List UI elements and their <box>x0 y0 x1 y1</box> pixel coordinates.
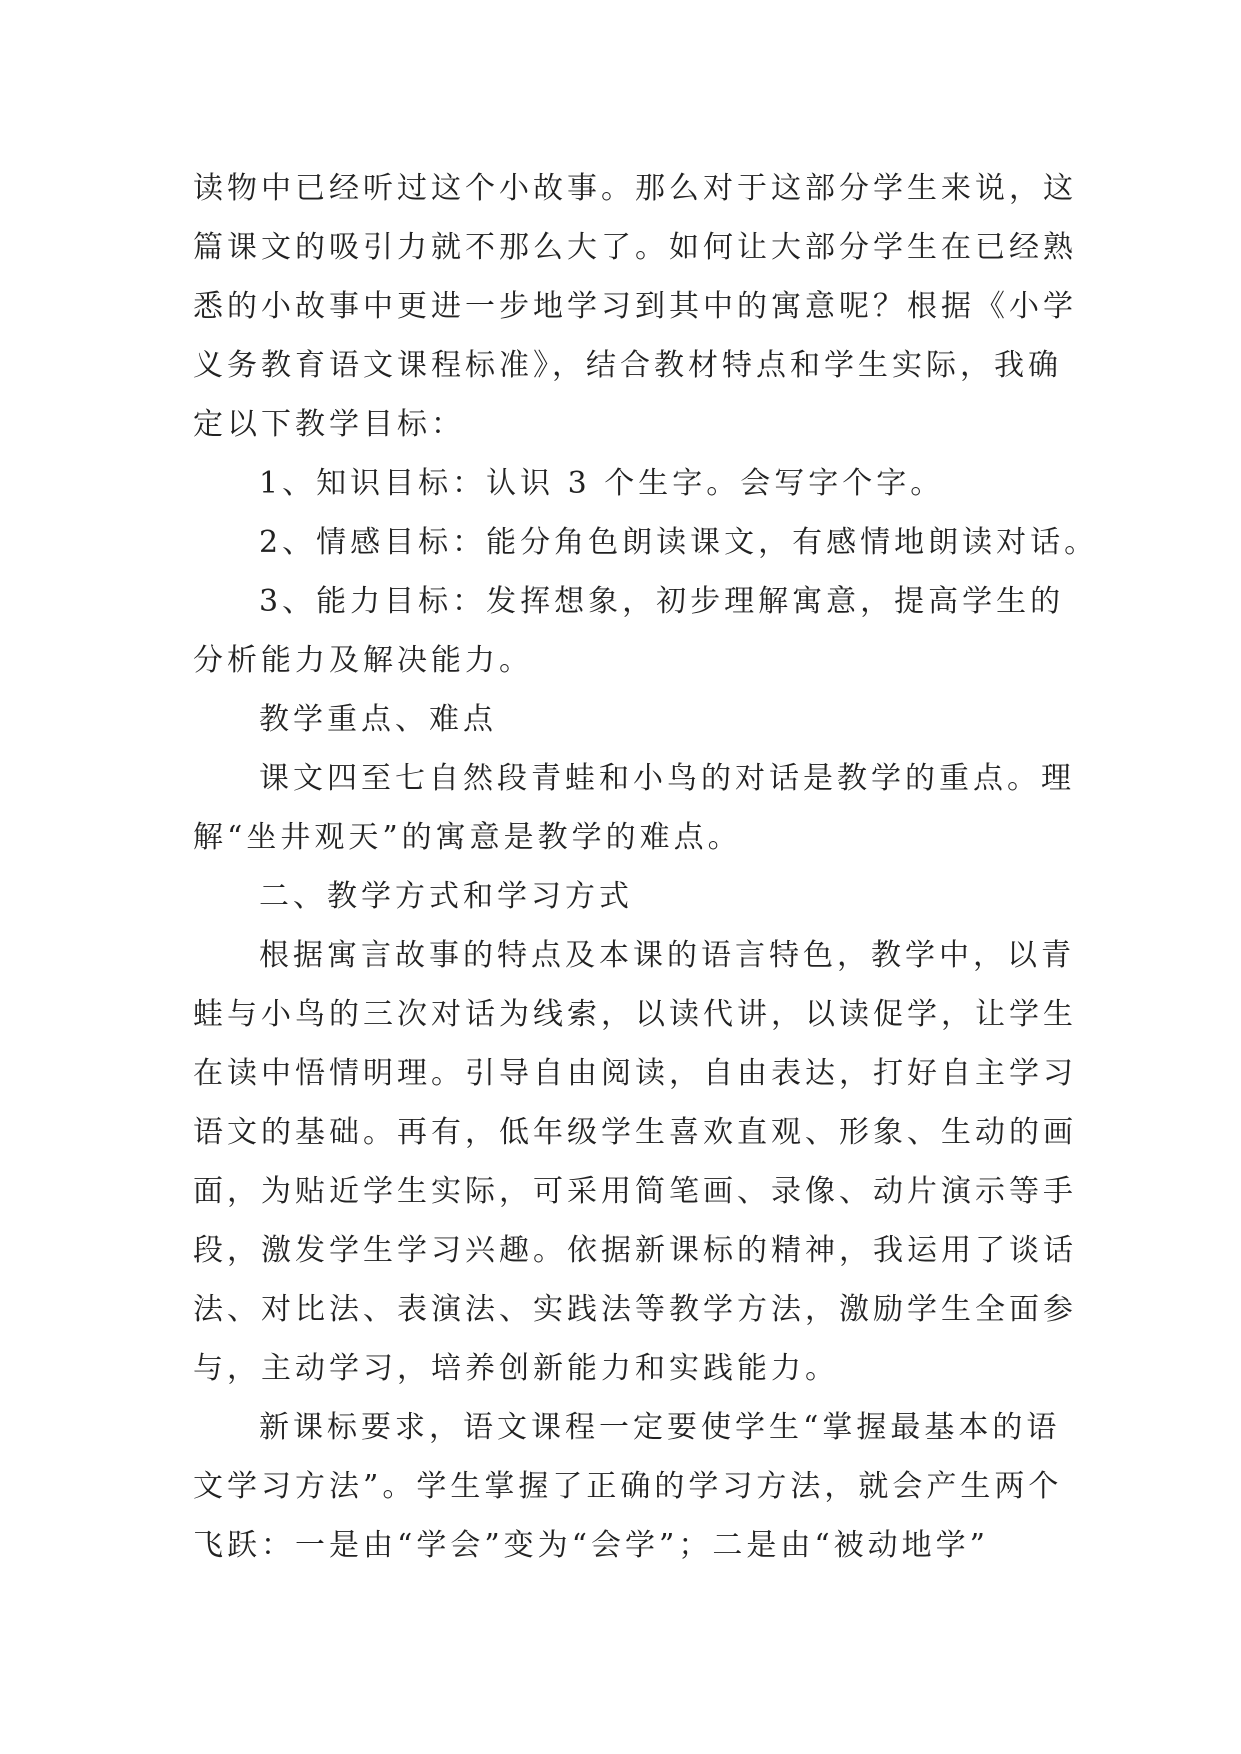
text-line: 语文的基础。再有，低年级学生喜欢直观、形象、生动的画 <box>193 1115 1077 1150</box>
text-line: 篇课文的吸引力就不那么大了。如何让大部分学生在已经熟 <box>193 230 1077 265</box>
text-line: 段，激发学生学习兴趣。依据新课标的精神，我运用了谈话 <box>193 1233 1077 1268</box>
goal-knowledge: 1、知识目标：认识 3 个生字。会写字个字。 <box>259 466 945 501</box>
text-line: 根据寓言故事的特点及本课的语言特色，教学中，以青 <box>259 938 1075 973</box>
text-line: 法、对比法、表演法、实践法等教学方法，激励学生全面参 <box>193 1292 1077 1327</box>
section-heading-methods: 二、教学方式和学习方式 <box>259 879 633 914</box>
text-line: 蛙与小鸟的三次对话为线索，以读代讲，以读促学，让学生 <box>193 997 1077 1032</box>
goal-ability: 3、能力目标：发挥想象，初步理解寓意，提高学生的 <box>259 584 1065 619</box>
text-line: 读物中已经听过这个小故事。那么对于这部分学生来说，这 <box>193 171 1077 206</box>
text-line: 解“坐井观天”的寓意是教学的难点。 <box>193 820 742 855</box>
body-text <box>193 159 1099 1575</box>
section-heading-key-points: 教学重点、难点 <box>259 702 497 737</box>
text-line: 定以下教学目标： <box>193 407 465 442</box>
text-line: 新课标要求，语文课程一定要使学生“掌握最基本的语 <box>259 1410 1061 1445</box>
text-line: 文学习方法”。学生掌握了正确的学习方法，就会产生两个 <box>193 1469 1063 1504</box>
text-line: 在读中悟情明理。引导自由阅读，自由表达，打好自主学习 <box>193 1056 1077 1091</box>
text-line: 分析能力及解决能力。 <box>193 643 533 678</box>
text-line: 飞跃：一是由“学会”变为“会学”；二是由“被动地学” <box>193 1528 990 1563</box>
text-line: 义务教育语文课程标准》，结合教材特点和学生实际，我确 <box>193 348 1062 383</box>
text-line: 面，为贴近学生实际，可采用简笔画、录像、动片演示等手 <box>193 1174 1077 1209</box>
text-line: 与，主动学习，培养创新能力和实践能力。 <box>193 1351 839 1386</box>
text-line: 课文四至七自然段青蛙和小鸟的对话是教学的重点。理 <box>259 761 1075 796</box>
text-line: 悉的小故事中更进一步地学习到其中的寓意呢？根据《小学 <box>193 289 1077 324</box>
goal-emotion: 2、情感目标：能分角色朗读课文，有感情地朗读对话。 <box>259 525 1099 560</box>
